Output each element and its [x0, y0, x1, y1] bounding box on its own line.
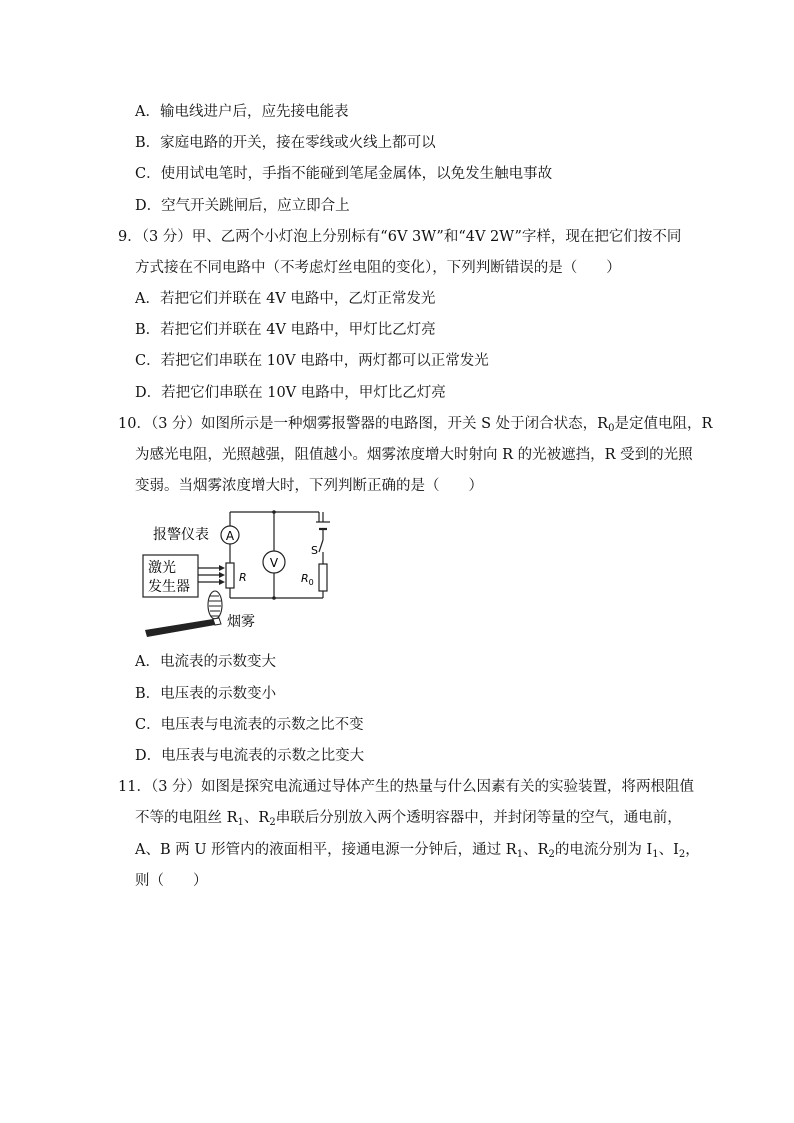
q11-stem-3e: ，	[685, 842, 700, 858]
switch-label: S	[311, 544, 318, 557]
photoresistor-icon	[226, 563, 234, 588]
q11-stem-2-sub2: 2	[269, 817, 276, 828]
q8-option-a: A．输电线进户后，应先接电能表	[135, 104, 349, 120]
q11-stem-line-1: 11．（3 分）如图是探究电流通过导体产生的热量与什么因素有关的实验装置，将两根阻值	[118, 779, 695, 795]
q11-stem-3c: 的电流分别为 I	[554, 842, 653, 858]
q10-stem-line-1	[118, 414, 712, 434]
q8-option-d: D．空气开关跳闸后，应立即合上	[135, 198, 350, 214]
q10-stem-1b: 是定值电阻，R	[614, 416, 713, 432]
q11-stem-3-sub1: 1	[516, 849, 524, 860]
q11-stem-2-sub1: 1	[237, 817, 244, 828]
q9-option-b: B．若把它们并联在 4V 电路中，甲灯比乙灯亮	[135, 322, 436, 338]
smoke-icon	[208, 591, 222, 619]
q11-stem-line-4: 则（ ）	[135, 873, 208, 889]
q8-option-b: B．家庭电路的开关，接在零线或火线上都可以	[135, 135, 436, 151]
photoresistor-label: R	[239, 571, 247, 584]
q11-stem-3a: A、B 两 U 形管内的液面相平，接通电源一分钟后，通过 R	[135, 842, 517, 858]
voltmeter-icon	[263, 551, 285, 573]
alarm-meter-label: 报警仪表	[153, 527, 209, 543]
q10-stem-1-sub: 0	[608, 423, 615, 434]
smoke-alarm-circuit-figure	[135, 500, 355, 645]
voltmeter-label: V	[269, 556, 279, 570]
q11-stem-3b: 、R	[523, 842, 549, 858]
ammeter-label: A	[225, 529, 235, 543]
q10-option-a: A．电流表的示数变大	[135, 654, 276, 670]
q11-stem-2b: 、R	[243, 810, 270, 826]
q10-stem-1a: 10．（3 分）如图所示是一种烟雾报警器的电路图，开关 S 处于闭合状态，R	[118, 416, 609, 432]
laser-label-line-2: 发生器	[148, 579, 190, 595]
q10-option-d: D．电压表与电流表的示数之比变大	[135, 748, 365, 764]
q11-stem-2a: 不等的电阻丝 R	[135, 810, 238, 826]
fixed-resistor-label	[301, 572, 314, 587]
ammeter-icon	[221, 526, 239, 544]
q9-stem-line-2: 方式接在不同电路中（不考虑灯丝电阻的变化），下列判断错误的是（ ）	[135, 260, 621, 276]
q10-stem-line-2: 为感光电阻，光照越强，阻值越小。烟雾浓度增大时射向 R 的光被遮挡，R 受到的光照	[135, 447, 693, 463]
q11-stem-line-2	[135, 808, 682, 828]
q10-option-b: B．电压表的示数变小	[135, 686, 277, 702]
q10-option-c: C．电压表与电流表的示数之比不变	[135, 717, 364, 733]
smoke-label: 烟雾	[227, 614, 255, 630]
q9-option-d: D．若把它们串联在 10V 电路中，甲灯比乙灯亮	[135, 385, 446, 401]
q11-stem-2c: 串联后分别放入两个透明容器中，并封闭等量的空气，通电前，	[275, 810, 682, 826]
q10-stem-line-3: 变弱。当烟雾浓度增大时，下列判断正确的是（ ）	[135, 478, 483, 494]
q9-option-c: C．若把它们串联在 10V 电路中，两灯都可以正常发光	[135, 353, 489, 369]
q11-stem-3-sub4: 2	[678, 849, 686, 860]
fixed-resistor-icon	[319, 564, 327, 591]
cigarette-icon	[145, 618, 221, 637]
fixed-resistor-subscript: 0	[308, 578, 314, 587]
q11-stem-3d: 、I	[658, 842, 679, 858]
q8-option-c: C．使用试电笔时，手指不能碰到笔尾金属体，以免发生触电事故	[135, 166, 553, 182]
q9-stem-line-1: 9．（3 分）甲、乙两个小灯泡上分别标有“6V 3W”和“4V 2W”字样，现在把它们按不同	[118, 229, 682, 245]
fixed-resistor-letter: R	[301, 572, 309, 585]
q11-stem-3-sub3: 1	[652, 849, 659, 860]
q11-stem-3-sub2: 2	[548, 849, 555, 860]
q9-option-a: A．若把它们并联在 4V 电路中，乙灯正常发光	[135, 291, 436, 307]
q11-stem-line-3	[135, 840, 700, 860]
laser-label-line-1: 激光	[148, 560, 176, 576]
